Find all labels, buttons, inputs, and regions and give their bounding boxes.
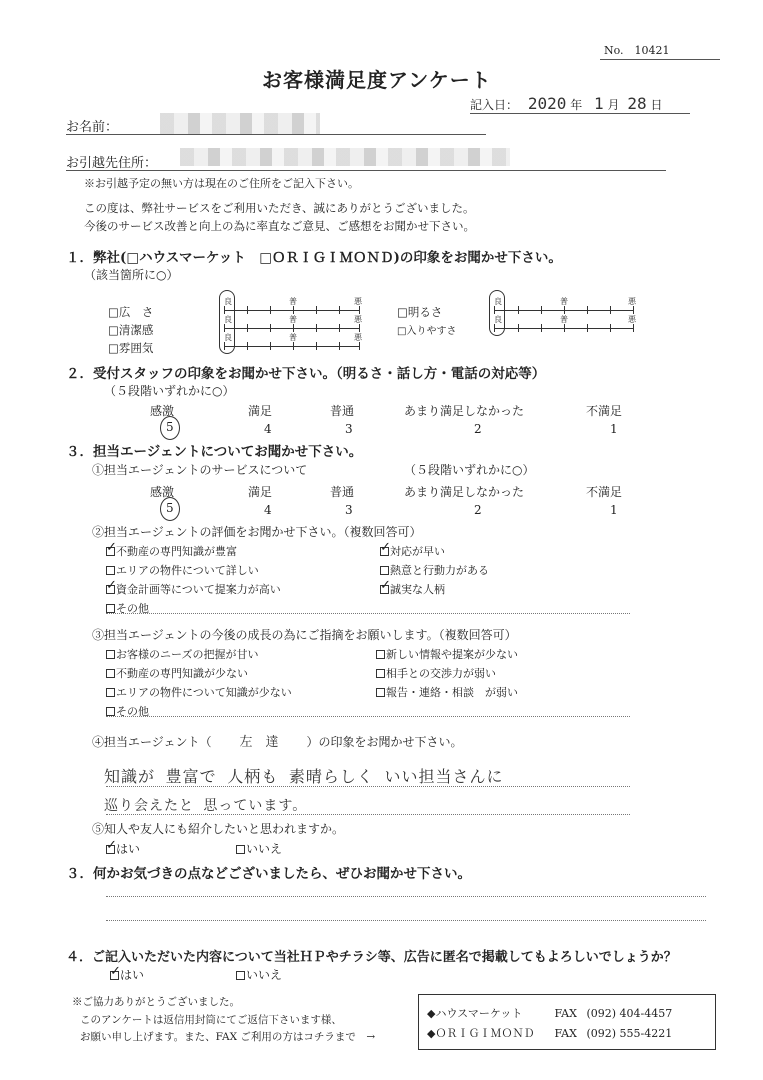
q2-value-3: 3 bbox=[345, 422, 353, 436]
checkbox-icon[interactable] bbox=[376, 669, 385, 678]
q3-s3-option[interactable]: 報告・連絡・相談 が弱い bbox=[376, 684, 518, 700]
q1-item-left-3: □雰囲気 bbox=[108, 341, 154, 355]
intro-line-2: 今後のサービス改善と向上の為に率直なご意見、ご感想をお聞かせ下さい。 bbox=[84, 219, 475, 233]
checkbox-icon[interactable] bbox=[106, 669, 115, 678]
q1-scale-right-1: 良 普 悪 bbox=[494, 304, 634, 316]
q2-label-3: 普通 bbox=[330, 404, 355, 418]
checkbox-icon[interactable] bbox=[106, 604, 115, 613]
q4-yes[interactable]: ✓はい bbox=[110, 966, 144, 983]
q3-s1-value-1: 1 bbox=[610, 503, 618, 517]
checkbox-checked-icon[interactable] bbox=[106, 845, 115, 854]
q3-s3-option[interactable]: 新しい情報や提案が少ない bbox=[376, 646, 518, 662]
q2-value-2: 2 bbox=[474, 422, 482, 436]
address-redacted bbox=[180, 148, 510, 166]
q1-scale-left-3: 良 普 悪 bbox=[224, 340, 360, 352]
fax-row: ◆ハウスマーケット FAX (092) 404-4457 bbox=[427, 1007, 673, 1020]
checkbox-checked-icon[interactable] bbox=[106, 547, 115, 556]
q4-no[interactable]: いいえ bbox=[236, 966, 282, 983]
fax-box bbox=[418, 994, 716, 1050]
q2-title: ２．受付スタッフの印象をお聞かせ下さい。（明るさ・話し方・電話の対応等） bbox=[66, 366, 546, 382]
q3-s1-value-4: 4 bbox=[264, 503, 272, 517]
q3-s1-label-4: 満足 bbox=[248, 485, 273, 499]
q1-selected-circle bbox=[489, 290, 505, 336]
checkbox-checked-icon[interactable] bbox=[380, 547, 389, 556]
q3-s3-option[interactable]: 不動産の専門知識が少ない bbox=[106, 665, 248, 681]
q4-title: ４．ご記入いただいた内容について当社ＨＰやチラシ等、広告に匿名で掲載してもよろしいでしょうか？ bbox=[66, 950, 677, 965]
checkbox-checked-icon[interactable] bbox=[380, 585, 389, 594]
q2-label-1: 不満足 bbox=[586, 404, 623, 418]
checkbox-icon[interactable] bbox=[376, 650, 385, 659]
q2-value-5: 5 bbox=[166, 420, 174, 434]
q3-s2-option[interactable]: ✓資金計画等について提案力が高い bbox=[106, 581, 281, 597]
checkbox-icon[interactable] bbox=[106, 650, 115, 659]
page-title: お客様満足度アンケート bbox=[262, 68, 492, 92]
q3-s2-option[interactable]: ✓誠実な人柄 bbox=[380, 581, 445, 597]
checkbox-icon[interactable] bbox=[106, 566, 115, 575]
footer-line-3: お願い申し上げます。また、FAX ご利用の方はコチラまで → bbox=[80, 1031, 376, 1043]
checkbox-icon[interactable] bbox=[236, 845, 245, 854]
q1-scale-left-2: 良 普 悪 bbox=[224, 322, 360, 334]
footer-line-2: このアンケートは返信用封筒にてご返信下さいます様、 bbox=[80, 1014, 342, 1026]
q2-value-1: 1 bbox=[610, 422, 618, 436]
q3-s1-label-1: 不満足 bbox=[586, 485, 623, 499]
q3-s1-value-5: 5 bbox=[166, 501, 174, 515]
q1-item-left-1: □広 さ bbox=[108, 305, 154, 319]
q3-s5-title: ⑤知人や友人にも紹介したいと思われますか。 bbox=[92, 822, 345, 836]
q1-selected-circle bbox=[219, 290, 235, 354]
q3-s5-yes[interactable]: ✓はい bbox=[106, 840, 140, 857]
q2-selected-circle bbox=[160, 416, 180, 440]
q3-s2-option[interactable]: ✓対応が早い bbox=[380, 543, 445, 559]
q3-s3-option[interactable]: お客様のニーズの把握が甘い bbox=[106, 646, 258, 662]
q3-s1-label-2: あまり満足しなかった bbox=[404, 485, 525, 499]
q2-sub: （５段階いずれかに○） bbox=[104, 384, 235, 398]
q3b-title: ３．何かお気づきの点などございましたら、ぜひお聞かせ下さい。 bbox=[66, 866, 471, 882]
q3-s3-title: ③担当エージェントの今後の成長の為にご指摘をお願いします。（複数回答可） bbox=[92, 628, 517, 642]
checkbox-icon[interactable] bbox=[380, 566, 389, 575]
q2-label-5: 感激 bbox=[150, 404, 175, 418]
q3-s3-option[interactable]: エリアの物件について知識が少ない bbox=[106, 684, 292, 700]
q2-label-2: あまり満足しなかった bbox=[404, 404, 525, 418]
q3-s1-sub: （５段階いずれかに○） bbox=[404, 463, 535, 477]
agent-name: 左 達 bbox=[239, 735, 279, 750]
q3-s4-title: ④担当エージェント（ 左 達 ）の印象をお聞かせ下さい。 bbox=[92, 735, 463, 750]
q3-s2-option[interactable]: その他 bbox=[106, 600, 149, 616]
q3-s2-option[interactable]: ✓不動産の専門知識が豊富 bbox=[106, 543, 237, 559]
name-redacted bbox=[160, 113, 320, 135]
q3-s2-title: ②担当エージェントの評価をお聞かせ下さい。（複数回答可） bbox=[92, 525, 422, 539]
q1-scale-left-1: 良 普 悪 bbox=[224, 304, 360, 316]
entry-date: 記入日： 2020 年 1 月 28 日 bbox=[470, 94, 663, 113]
q3-title: ３．担当エージェントについてお聞かせ下さい。 bbox=[66, 444, 363, 460]
q1-scale-right-2: 良 普 悪 bbox=[494, 322, 634, 334]
q3-s1-label-3: 普通 bbox=[330, 485, 355, 499]
q2-label-4: 満足 bbox=[248, 404, 273, 418]
checkbox-icon[interactable] bbox=[106, 707, 115, 716]
q3-s2-option[interactable]: エリアの物件について詳しい bbox=[106, 562, 259, 578]
intro-line-1: この度は、弊社サービスをご利用いただき、誠にありがとうございました。 bbox=[84, 201, 475, 215]
fax-row: ◆ＯＲＩＧＩＭＯＮＤ FAX (092) 555-4221 bbox=[427, 1027, 673, 1040]
q3-s5-no[interactable]: いいえ bbox=[236, 840, 282, 857]
q1-sub: （該当箇所に○） bbox=[84, 268, 179, 282]
checkbox-checked-icon[interactable] bbox=[106, 585, 115, 594]
checkbox-icon[interactable] bbox=[376, 688, 385, 697]
footer-thanks: ※ご協力ありがとうございました。 bbox=[72, 996, 240, 1008]
q3-s3-option[interactable]: その他 bbox=[106, 703, 149, 719]
doc-number: No. 10421 bbox=[604, 44, 670, 57]
q3-s3-option[interactable]: 相手との交渉力が弱い bbox=[376, 665, 496, 681]
name-label: お名前： bbox=[66, 120, 119, 135]
q3-s1-value-2: 2 bbox=[474, 503, 482, 517]
q3-s1-title: ①担当エージェントのサービスについて bbox=[92, 463, 308, 477]
address-note: ※お引越予定の無い方は現在のご住所をご記入下さい。 bbox=[84, 177, 359, 190]
q3-s2-option[interactable]: 熱意と行動力がある bbox=[380, 562, 489, 578]
checkbox-icon[interactable] bbox=[106, 688, 115, 697]
q1-title: １．弊社(□ハウスマーケット □ＯＲＩＧＩＭＯＮＤ)の印象をお聞かせ下さい。 bbox=[66, 250, 562, 266]
q3-s1-label-5: 感激 bbox=[150, 485, 175, 499]
q1-item-left-2: □清潔感 bbox=[108, 323, 154, 337]
checkbox-checked-icon[interactable] bbox=[110, 971, 119, 980]
q1-item-right-2: □入りやすさ bbox=[397, 326, 457, 337]
q2-value-4: 4 bbox=[264, 422, 272, 436]
q3-s4-answer-line-1: 知識が 豊富で 人柄も 素晴らしく いい担当さんに bbox=[104, 767, 504, 786]
q1-item-right-1: □明るさ bbox=[397, 305, 443, 319]
checkbox-icon[interactable] bbox=[236, 971, 245, 980]
q3-s1-value-3: 3 bbox=[345, 503, 353, 517]
q3-s1-selected-circle bbox=[160, 497, 180, 521]
q3-s4-answer-line-2: 巡り会えたと 思っています。 bbox=[104, 798, 308, 814]
address-label: お引越先住所： bbox=[66, 156, 158, 171]
